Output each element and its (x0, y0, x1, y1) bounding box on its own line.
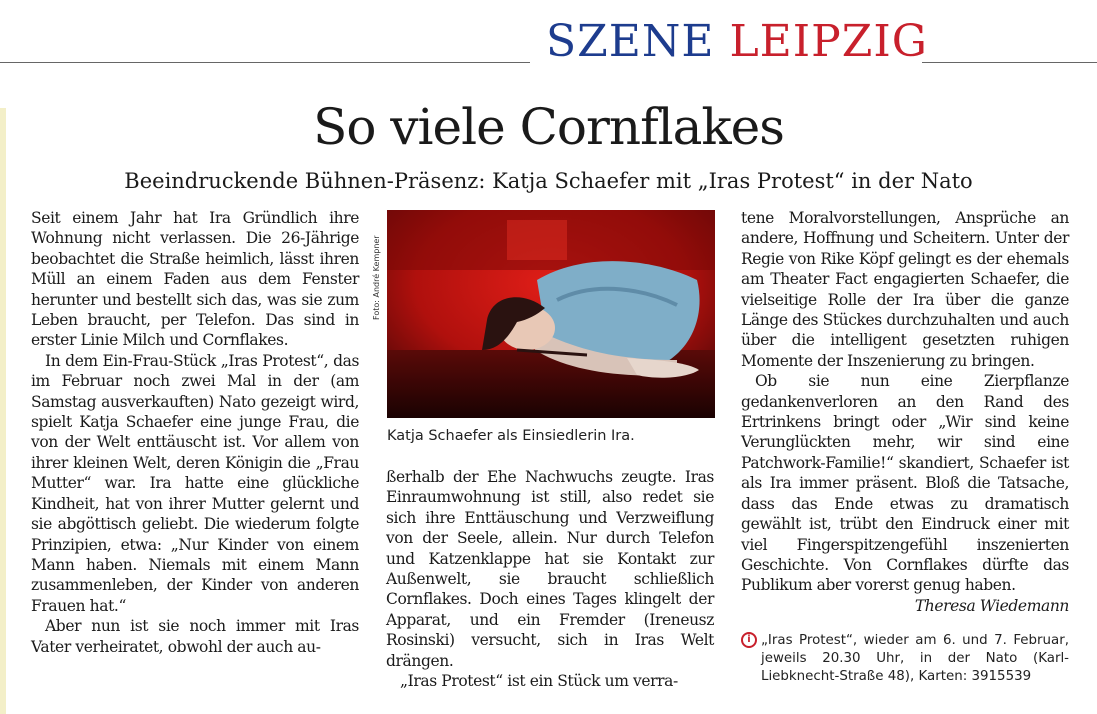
paragraph: Aber nun ist sie noch immer mit Iras Vater verheiratet, obwohl der auch au- (31, 617, 359, 656)
section-word-leipzig: LEIPZIG (729, 16, 928, 67)
paragraph-text: Ob sie nun eine Zierpflanze gedankenverloren an den Rand des Ertrinkens bringt oder „Wir sind keine Verunglückten mehr, wir sind eine Patchwork-Familie!“ skandiert, Schaefer ist als Ira immer präsent. Bloß die Tatsache, dass das Ende etwas zu dramatisch gewählt ist, trübt den Eindruck einer mit viel Fingerspitzengefühl inszenierten Geschichte. Von Cornflakes dürfte das Publikum aber vorerst genug haben. (741, 372, 1069, 595)
article-headline: So viele Cornflakes (313, 98, 784, 156)
section-title (546, 16, 928, 67)
page-edge-strip (0, 108, 6, 714)
header-rule-left (0, 62, 530, 63)
event-info-text: „Iras Protest“, wieder am 6. und 7. Februar, jeweils 20.30 Uhr, in der Nato (Karl-Liebknecht-Straße 48), Karten: 3915539 (761, 633, 1069, 684)
article-column-3 (741, 208, 1069, 616)
section-word-szene: SZENE (546, 16, 715, 67)
photo-credit: Foto: André Kempner (372, 235, 381, 320)
paragraph: tene Moralvorstellungen, Ansprüche an andere, Hoffnung und Scheitern. Unter der Regie von Rike Köpf gelingt es der ehemals am Theater Fact engagierten Schaefer, die vielseitige Rolle der Ira über die ganze Länge des Stückes durchzuhalten und auch über die intelligent gesetzten ruhigen Momente der Inszenierung zu bringen. (741, 209, 1069, 370)
info-circle-icon: i (741, 632, 757, 648)
article-column-2 (386, 467, 714, 691)
photo-caption: Katja Schaefer als Einsiedlerin Ira. (387, 428, 635, 444)
paragraph: ßerhalb der Ehe Nachwuchs zeugte. Iras Einraumwohnung ist still, also redet sie sich ihre Enttäuschung und Verzweiflung von der Seele, allein. Nur durch Telefon und Katzenklappe hat sie Kontakt zur Außenwelt, sie braucht schließlich Cornflakes. Doch eines Tages klingelt der Apparat, und ein Fremder (Ireneusz Rosinski) versucht, sich in Iras Welt drängen. (386, 468, 714, 670)
author-byline: Theresa Wiedemann (914, 596, 1069, 615)
header-rule-right (922, 62, 1097, 63)
paragraph: „Iras Protest“ ist ein Stück um verra- (400, 672, 678, 691)
photo-actress-lying (387, 210, 715, 418)
event-info-box (741, 632, 1069, 686)
article-column-1 (31, 208, 359, 657)
paragraph (741, 371, 1069, 615)
paragraph: In dem Ein-Frau-Stück „Iras Protest“, das im Februar noch zwei Mal in der (am Samstag ausverkauften) Nato gezeigt wird, spielt Katja Schaefer eine junge Frau, die von der Welt enttäuscht ist. Vor allem von ihrer kleinen Welt, deren Königin die „Frau Mutter“ war. Ira hatte eine glückliche Kindheit, hat von ihrer Mutter gelernt und sie abgöttisch geliebt. Die wiederum folgte Prinzipien, etwa: „Nur Kinder von einem Mann haben. Niemals mit einem Mann zusammenleben, der Kinder von anderen Frauen hat.“ (31, 351, 359, 615)
paragraph: Seit einem Jahr hat Ira Gründlich ihre Wohnung nicht verlassen. Die 26-Jährige beobachtet die Straße heimlich, lässt ihren Müll an einem Faden aus dem Fenster herunter und bestellt sich das, was sie zum Leben braucht, per Telefon. Das sind in erster Linie Milch und Cornflakes. (31, 209, 359, 350)
article-subhead: Beeindruckende Bühnen-Präsenz: Katja Schaefer mit „Iras Protest“ in der Nato (124, 169, 973, 193)
article-photo (387, 210, 715, 418)
